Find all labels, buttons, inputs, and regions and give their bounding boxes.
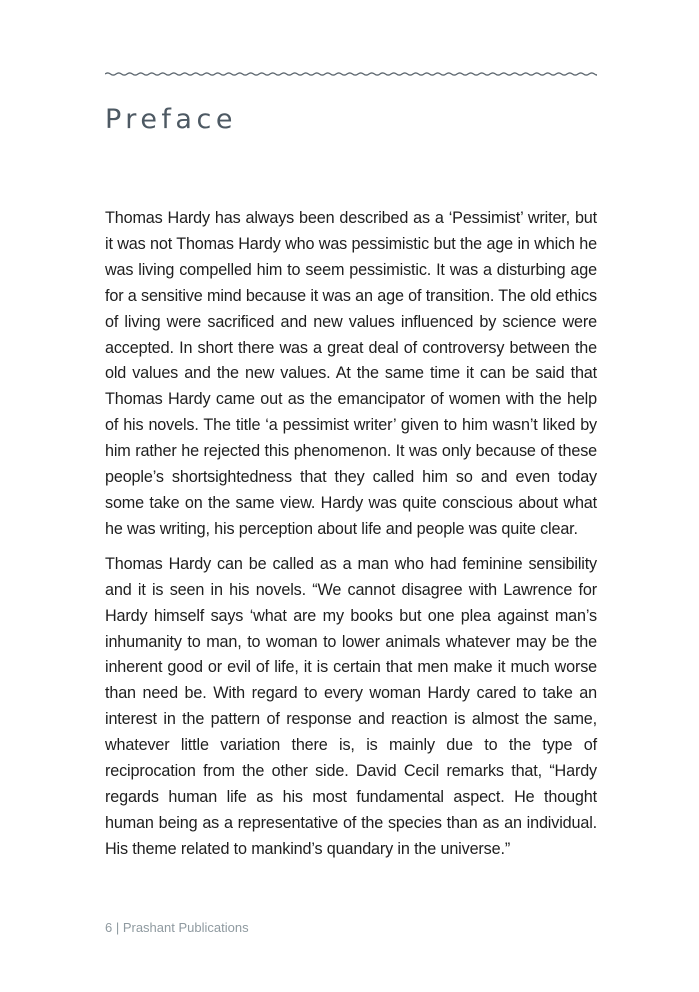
decorative-wave-rule [105, 68, 597, 80]
paragraph-2: Thomas Hardy can be called as a man who had feminine sensibility and it is seen in his novels. “We cannot disagree with Lawrence for Hardy himself says ‘what are my books but one plea against man’s inhumanity to man, to woman to lower animals whatever may be the inherent good or evil of life, it is certain that men make it much worse than need be. With regard to every woman Hardy cared to take an interest in the pattern of response and reaction is almost the same, whatever little variation there is, is mainly due to the type of reciprocation from the other side. David Cecil remarks that, “Hardy regards human life as his most fundamental aspect. He thought human being as a representative of the species than as an individual. His theme related to mankind’s quandary in the universe.” [105, 554, 597, 858]
paragraph-1: Thomas Hardy has always been described as a ‘Pessimist’ writer, but it was not Thomas Hardy who was pessimistic but the age in which he was living compelled him to seem pessimistic. It was a disturbing age for a sensitive mind because it was an age of transition. The old ethics of living were sacrificed and new values influenced by science were accepted. In short there was a great deal of controversy between the old values and the new values. At the same time it can be said that Thomas Hardy came out as the emancipator of women with the help of his novels. The title ‘a pessimist writer’ given to him wasn’t liked by him rather he rejected this phenomenon. It was only because of these people’s shortsightedness that they called him so and even today some take on the same view. Hardy was quite conscious about what he was writing, his perception about life and people was quite clear. [105, 209, 597, 538]
page-footer: 6 | Prashant Publications [105, 920, 249, 935]
page-heading: Preface [105, 104, 237, 135]
body-text [105, 206, 597, 872]
